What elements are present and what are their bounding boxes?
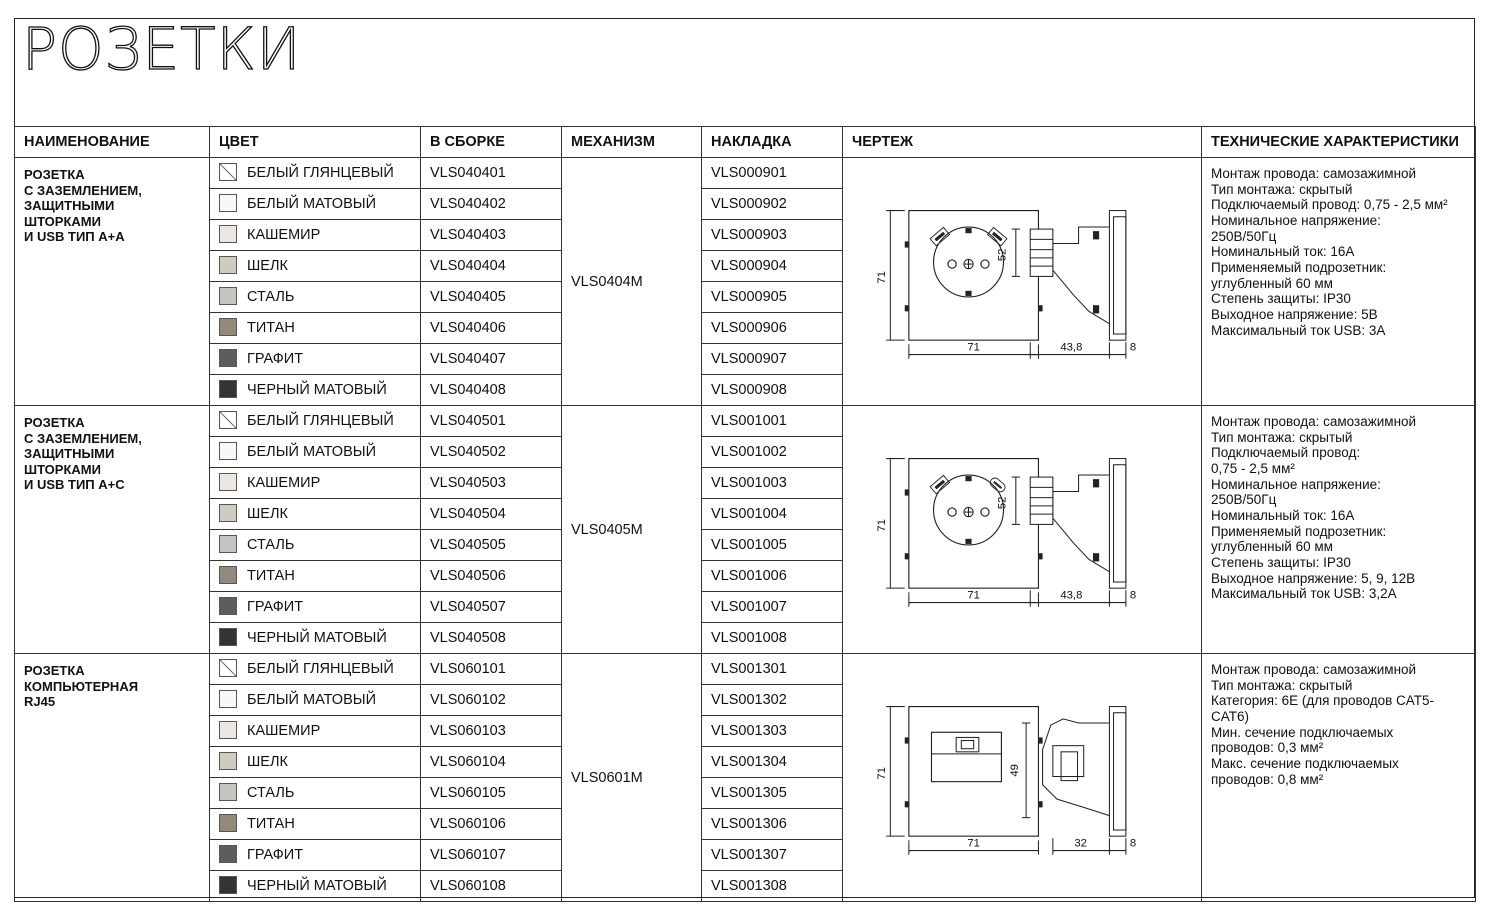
color-cell xyxy=(210,654,421,685)
assembly-code: VLS040506 xyxy=(421,561,562,592)
color-swatch xyxy=(219,876,237,894)
cover-code: VLS000901 xyxy=(702,158,843,189)
dim-width: 71 xyxy=(967,836,980,849)
color-label: ШЕЛК xyxy=(247,753,288,770)
assembly-code: VLS060108 xyxy=(421,871,562,902)
color-cell xyxy=(210,220,421,251)
color-swatch xyxy=(219,256,237,274)
cover-code: VLS001003 xyxy=(702,468,843,499)
assembly-code: VLS040501 xyxy=(421,406,562,437)
cover-code: VLS000903 xyxy=(702,220,843,251)
color-label: ШЕЛК xyxy=(247,505,288,522)
dim-plate: 8 xyxy=(1129,340,1137,353)
technical-drawing xyxy=(843,654,1202,902)
assembly-code: VLS040401 xyxy=(421,158,562,189)
cover-code: VLS001007 xyxy=(702,592,843,623)
color-label: КАШЕМИР xyxy=(247,226,321,243)
mechanism-code: VLS0405M xyxy=(562,406,702,654)
color-cell xyxy=(210,685,421,716)
cover-code: VLS001306 xyxy=(702,809,843,840)
color-label: БЕЛЫЙ МАТОВЫЙ xyxy=(247,195,377,212)
technical-drawing xyxy=(843,406,1202,654)
cover-code: VLS001308 xyxy=(702,871,843,902)
assembly-code: VLS040507 xyxy=(421,592,562,623)
color-swatch xyxy=(219,473,237,491)
assembly-code: VLS060105 xyxy=(421,778,562,809)
assembly-code: VLS060101 xyxy=(421,654,562,685)
color-cell xyxy=(210,437,421,468)
cover-code: VLS000907 xyxy=(702,344,843,375)
color-cell xyxy=(210,282,421,313)
cover-code: VLS001008 xyxy=(702,623,843,654)
table-row xyxy=(15,654,1476,685)
color-cell xyxy=(210,809,421,840)
color-label: СТАЛЬ xyxy=(247,288,295,305)
assembly-code: VLS060107 xyxy=(421,840,562,871)
dim-height: 71 xyxy=(876,270,889,284)
color-cell xyxy=(210,716,421,747)
color-cell xyxy=(210,747,421,778)
product-name: РОЗЕТКА С ЗАЗЕМЛЕНИЕМ, ЗАЩИТНЫМИ ШТОРКАМИ И USB ТИП А+С xyxy=(15,406,210,654)
header-assembly: В СБОРКЕ xyxy=(421,127,562,158)
dim-plate: 8 xyxy=(1129,836,1137,849)
assembly-code: VLS040504 xyxy=(421,499,562,530)
technical-specs: Монтаж провода: самозажимной Тип монтажа: скрытый Подключаемый провод: 0,75 - 2,5 мм² Номинальное напряжение: 250В/50Гц Номинальный ток: 16А Применяемый подрозетник: углубленный 60 мм Степень защиты: IP30 Выходное напряжение: 5, 9, 12В Максимальный ток USB: 3,2А xyxy=(1202,406,1476,654)
color-label: КАШЕМИР xyxy=(247,722,321,739)
color-cell xyxy=(210,778,421,809)
drawing-svg-0 xyxy=(857,190,1187,370)
color-swatch xyxy=(219,194,237,212)
header-drawing: ЧЕРТЕЖ xyxy=(843,127,1202,158)
dim-depth: 43,8 xyxy=(1060,588,1083,601)
color-cell xyxy=(210,592,421,623)
color-swatch xyxy=(219,752,237,770)
color-label: БЕЛЫЙ МАТОВЫЙ xyxy=(247,691,377,708)
color-label: ГРАФИТ xyxy=(247,350,304,367)
color-label: КАШЕМИР xyxy=(247,474,321,491)
color-cell xyxy=(210,158,421,189)
dim-inner-height: 52 xyxy=(996,496,1009,509)
color-swatch xyxy=(219,690,237,708)
color-label: ГРАФИТ xyxy=(247,846,304,863)
dim-height: 71 xyxy=(876,766,889,780)
dim-inner-height: 49 xyxy=(1008,763,1021,777)
color-swatch xyxy=(219,783,237,801)
cover-code: VLS001001 xyxy=(702,406,843,437)
technical-specs: Монтаж провода: самозажимной Тип монтажа: скрытый Подключаемый провод: 0,75 - 2,5 мм² Номинальное напряжение: 250В/50Гц Номинальный ток: 16А Применяемый подрозетник: углубленный 60 мм Степень защиты: IP30 Выходное напряжение: 5В Максимальный ток USB: 3А xyxy=(1202,158,1476,406)
color-swatch xyxy=(219,225,237,243)
assembly-code: VLS040403 xyxy=(421,220,562,251)
color-swatch xyxy=(219,597,237,615)
color-cell xyxy=(210,871,421,902)
cover-code: VLS001303 xyxy=(702,716,843,747)
color-swatch xyxy=(219,380,237,398)
color-label: СТАЛЬ xyxy=(247,784,295,801)
assembly-code: VLS040503 xyxy=(421,468,562,499)
mechanism-code: VLS0404M xyxy=(562,158,702,406)
assembly-code: VLS060106 xyxy=(421,809,562,840)
color-cell xyxy=(210,623,421,654)
cover-code: VLS000908 xyxy=(702,375,843,406)
color-swatch xyxy=(219,318,237,336)
cover-code: VLS001004 xyxy=(702,499,843,530)
color-label: ЧЕРНЫЙ МАТОВЫЙ xyxy=(247,381,387,398)
cover-code: VLS000906 xyxy=(702,313,843,344)
color-cell xyxy=(210,344,421,375)
color-swatch xyxy=(219,845,237,863)
cover-code: VLS001305 xyxy=(702,778,843,809)
cover-code: VLS001005 xyxy=(702,530,843,561)
color-cell xyxy=(210,313,421,344)
header-name: НАИМЕНОВАНИЕ xyxy=(15,127,210,158)
cover-code: VLS001307 xyxy=(702,840,843,871)
color-label: ГРАФИТ xyxy=(247,598,304,615)
cover-code: VLS000904 xyxy=(702,251,843,282)
dim-width: 71 xyxy=(967,588,980,601)
assembly-code: VLS060104 xyxy=(421,747,562,778)
dim-height: 71 xyxy=(876,518,889,532)
color-cell xyxy=(210,561,421,592)
color-cell xyxy=(210,406,421,437)
cover-code: VLS001006 xyxy=(702,561,843,592)
header-mechanism: МЕХАНИЗМ xyxy=(562,127,702,158)
assembly-code: VLS040402 xyxy=(421,189,562,220)
dim-depth: 43,8 xyxy=(1060,340,1083,353)
header-color: ЦВЕТ xyxy=(210,127,421,158)
color-swatch xyxy=(219,287,237,305)
color-label: ТИТАН xyxy=(247,815,295,832)
drawing-svg-1 xyxy=(857,438,1187,618)
dim-plate: 8 xyxy=(1129,588,1137,601)
table-header-row xyxy=(15,127,1476,158)
color-swatch xyxy=(219,163,237,181)
cover-code: VLS000905 xyxy=(702,282,843,313)
mechanism-code: VLS0601M xyxy=(562,654,702,902)
table-row xyxy=(15,406,1476,437)
assembly-code: VLS040502 xyxy=(421,437,562,468)
color-cell xyxy=(210,499,421,530)
header-specs: ТЕХНИЧЕСКИЕ ХАРАКТЕРИСТИКИ xyxy=(1202,127,1476,158)
color-label: ТИТАН xyxy=(247,319,295,336)
color-label: ШЕЛК xyxy=(247,257,288,274)
product-name: РОЗЕТКА С ЗАЗЕМЛЕНИЕМ, ЗАЩИТНЫМИ ШТОРКАМИ И USB ТИП А+А xyxy=(15,158,210,406)
color-cell xyxy=(210,840,421,871)
sockets-table xyxy=(14,126,1476,902)
cover-code: VLS001302 xyxy=(702,685,843,716)
assembly-code: VLS040508 xyxy=(421,623,562,654)
technical-specs: Монтаж провода: самозажимной Тип монтажа: скрытый Категория: 6Е (для проводов CAT5- CAT6) Мин. сечение подключаемых проводов: 0,3 мм² Макс. сечение подключаемых проводов: 0,8 мм² xyxy=(1202,654,1476,902)
color-swatch xyxy=(219,442,237,460)
assembly-code: VLS040505 xyxy=(421,530,562,561)
color-swatch xyxy=(219,411,237,429)
color-label: ЧЕРНЫЙ МАТОВЫЙ xyxy=(247,629,387,646)
color-label: ТИТАН xyxy=(247,567,295,584)
color-swatch xyxy=(219,628,237,646)
cover-code: VLS001304 xyxy=(702,747,843,778)
color-swatch xyxy=(219,721,237,739)
dim-depth: 32 xyxy=(1074,836,1087,849)
drawing-svg-2 xyxy=(857,686,1187,866)
assembly-code: VLS040405 xyxy=(421,282,562,313)
cover-code: VLS001301 xyxy=(702,654,843,685)
product-name: РОЗЕТКА КОМПЬЮТЕРНАЯ RJ45 xyxy=(15,654,210,902)
cover-code: VLS000902 xyxy=(702,189,843,220)
color-swatch xyxy=(219,504,237,522)
dim-inner-height: 52 xyxy=(996,248,1009,261)
color-cell xyxy=(210,468,421,499)
color-label: БЕЛЫЙ ГЛЯНЦЕВЫЙ xyxy=(247,164,394,181)
dim-width: 71 xyxy=(967,340,980,353)
assembly-code: VLS040404 xyxy=(421,251,562,282)
color-swatch xyxy=(219,814,237,832)
header-cover: НАКЛАДКА xyxy=(702,127,843,158)
cover-code: VLS001002 xyxy=(702,437,843,468)
color-swatch xyxy=(219,535,237,553)
assembly-code: VLS040406 xyxy=(421,313,562,344)
color-label: БЕЛЫЙ ГЛЯНЦЕВЫЙ xyxy=(247,660,394,677)
color-swatch xyxy=(219,566,237,584)
page-title: РОЗЕТКИ xyxy=(22,15,302,83)
assembly-code: VLS040407 xyxy=(421,344,562,375)
color-cell xyxy=(210,530,421,561)
color-label: СТАЛЬ xyxy=(247,536,295,553)
color-swatch xyxy=(219,659,237,677)
color-label: БЕЛЫЙ ГЛЯНЦЕВЫЙ xyxy=(247,412,394,429)
assembly-code: VLS040408 xyxy=(421,375,562,406)
color-label: БЕЛЫЙ МАТОВЫЙ xyxy=(247,443,377,460)
assembly-code: VLS060102 xyxy=(421,685,562,716)
color-cell xyxy=(210,375,421,406)
color-cell xyxy=(210,251,421,282)
color-label: ЧЕРНЫЙ МАТОВЫЙ xyxy=(247,877,387,894)
assembly-code: VLS060103 xyxy=(421,716,562,747)
technical-drawing xyxy=(843,158,1202,406)
color-cell xyxy=(210,189,421,220)
table-row xyxy=(15,158,1476,189)
color-swatch xyxy=(219,349,237,367)
